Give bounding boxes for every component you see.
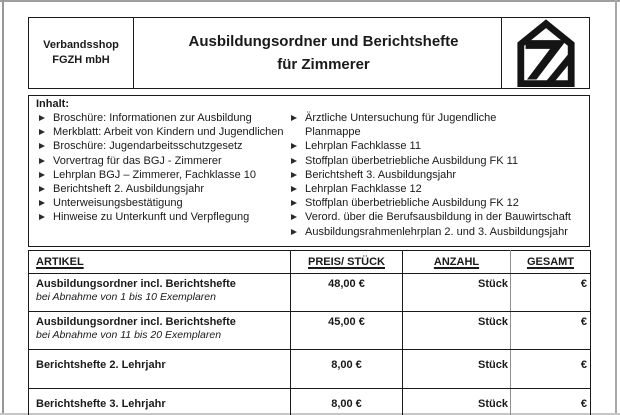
list-item-label: Berichtsheft 3. Ausbildungsjahr xyxy=(305,168,457,181)
article-name: Berichtshefte 3. Lehrjahr xyxy=(36,398,166,410)
list-item-label: Merkblatt: Arbeit von Kindern und Jugendlichen xyxy=(53,126,284,139)
list-item-label: Ärztliche Untersuchung für Jugendliche xyxy=(305,112,497,125)
arrowhead-bullet-icon xyxy=(39,143,45,149)
table-row xyxy=(29,350,591,389)
quantity-fill-in-cell[interactable]: Stück xyxy=(403,350,511,389)
page-border-right xyxy=(615,0,617,415)
arrowhead-bullet-icon xyxy=(291,158,297,164)
list-item-label: Berichtsheft 2. Ausbildungsjahr xyxy=(53,183,205,196)
list-item xyxy=(39,210,284,224)
order-table xyxy=(28,250,591,415)
list-item xyxy=(291,225,571,239)
arrowhead-bullet-icon xyxy=(39,129,45,135)
list-item-label: Ausbildungsrahmenlehrplan 2. und 3. Ausbildungsjahr xyxy=(305,225,568,238)
list-item xyxy=(291,196,571,210)
article-cell xyxy=(29,274,291,312)
list-item xyxy=(39,196,284,210)
table-header-row xyxy=(29,251,591,274)
page-border-top xyxy=(0,0,620,2)
list-item xyxy=(291,168,571,182)
list-item-label: Hinweise zu Unterkunft und Verpflegung xyxy=(53,211,250,224)
org-name xyxy=(29,18,134,88)
arrowhead-bullet-icon xyxy=(291,200,297,206)
article-name: Ausbildungsordner incl. Berichtshefte xyxy=(36,316,236,328)
list-item xyxy=(291,210,571,224)
total-fill-in-cell[interactable]: € xyxy=(511,312,591,350)
list-item xyxy=(291,182,571,196)
col-header-artikel: ARTIKEL xyxy=(29,251,291,274)
arrowhead-bullet-icon xyxy=(291,186,297,192)
total-fill-in-cell[interactable]: € xyxy=(511,389,591,415)
list-item-label: Vorvertrag für das BGJ - Zimmerer xyxy=(53,154,222,167)
org-name-line2: FGZH mbH xyxy=(52,54,110,66)
list-item xyxy=(39,139,284,153)
list-item xyxy=(291,139,571,153)
quantity-fill-in-cell[interactable]: Stück xyxy=(403,274,511,312)
contents-list-left xyxy=(39,111,284,225)
arrowhead-bullet-icon xyxy=(39,115,45,121)
total-fill-in-cell[interactable]: € xyxy=(511,350,591,389)
form-title-line1: Ausbildungsordner und Berichtshefte xyxy=(188,33,459,50)
form-title xyxy=(134,18,501,88)
list-item xyxy=(39,182,284,196)
table-row xyxy=(29,389,591,415)
form-header xyxy=(28,17,590,89)
list-item-label: Planmappe xyxy=(305,126,361,139)
arrowhead-bullet-icon xyxy=(291,229,297,235)
arrowhead-bullet-icon xyxy=(291,143,297,149)
org-name-line1: Verbandsshop xyxy=(43,39,119,51)
list-item-label: Broschüre: Informationen zur Ausbildung xyxy=(53,112,252,125)
logo-cell xyxy=(501,18,589,88)
price-cell: 8,00 € xyxy=(291,389,403,415)
list-item-label: Verord. über die Berufsausbildung in der Bauwirtschaft xyxy=(305,211,571,224)
list-item-label: Stoffplan überbetriebliche Ausbildung FK 12 xyxy=(305,197,519,210)
list-item xyxy=(39,111,284,125)
quantity-fill-in-cell[interactable]: Stück xyxy=(403,312,511,350)
article-name: Ausbildungsordner incl. Berichtshefte xyxy=(36,278,236,290)
table-row xyxy=(29,274,591,312)
article-cell xyxy=(29,350,291,389)
article-cell xyxy=(29,389,291,415)
list-item xyxy=(39,168,284,182)
article-cell xyxy=(29,312,291,350)
arrowhead-bullet-icon xyxy=(291,172,297,178)
col-header-anzahl: ANZAHL xyxy=(403,251,511,274)
list-item-label: Lehrplan BGJ – Zimmerer, Fachklasse 10 xyxy=(53,168,256,181)
list-item xyxy=(291,125,571,139)
list-item-label: Lehrplan Fachklasse 11 xyxy=(305,140,421,153)
arrowhead-bullet-icon xyxy=(39,200,45,206)
price-cell: 45,00 € xyxy=(291,312,403,350)
contents-list-right xyxy=(291,111,571,239)
list-item xyxy=(291,154,571,168)
list-item xyxy=(291,111,571,125)
arrowhead-bullet-icon xyxy=(291,115,297,121)
article-note: bei Abnahme von 11 bis 20 Exemplaren xyxy=(36,329,222,341)
list-item xyxy=(39,125,284,139)
arrowhead-bullet-icon xyxy=(39,214,45,220)
col-header-gesamt: GESAMT xyxy=(511,251,591,274)
article-note: bei Abnahme von 1 bis 10 Exemplaren xyxy=(36,291,216,303)
list-item-label: Unterweisungsbestätigung xyxy=(53,197,183,210)
contents-box xyxy=(28,95,590,247)
list-item-label: Stoffplan überbetriebliche Ausbildung FK 11 xyxy=(305,154,519,167)
arrowhead-bullet-icon xyxy=(39,172,45,178)
col-header-preis-stueck: PREIS/ STÜCK xyxy=(291,251,403,274)
zimmerer-logo-icon xyxy=(514,18,578,88)
quantity-fill-in-cell[interactable]: Stück xyxy=(403,389,511,415)
list-item-label: Broschüre: Jugendarbeitsschutzgesetz xyxy=(53,140,243,153)
total-fill-in-cell[interactable]: € xyxy=(511,274,591,312)
form-title-line2: für Zimmerer xyxy=(277,56,370,73)
arrowhead-bullet-icon xyxy=(39,186,45,192)
list-item-label: Lehrplan Fachklasse 12 xyxy=(305,183,422,196)
price-cell: 48,00 € xyxy=(291,274,403,312)
article-name: Berichtshefte 2. Lehrjahr xyxy=(36,359,166,371)
arrowhead-bullet-icon xyxy=(39,158,45,164)
arrowhead-bullet-icon xyxy=(291,214,297,220)
table-row xyxy=(29,312,591,350)
page-border-left xyxy=(2,0,4,415)
list-item xyxy=(39,154,284,168)
contents-heading: Inhalt: xyxy=(36,98,69,110)
price-cell: 8,00 € xyxy=(291,350,403,389)
